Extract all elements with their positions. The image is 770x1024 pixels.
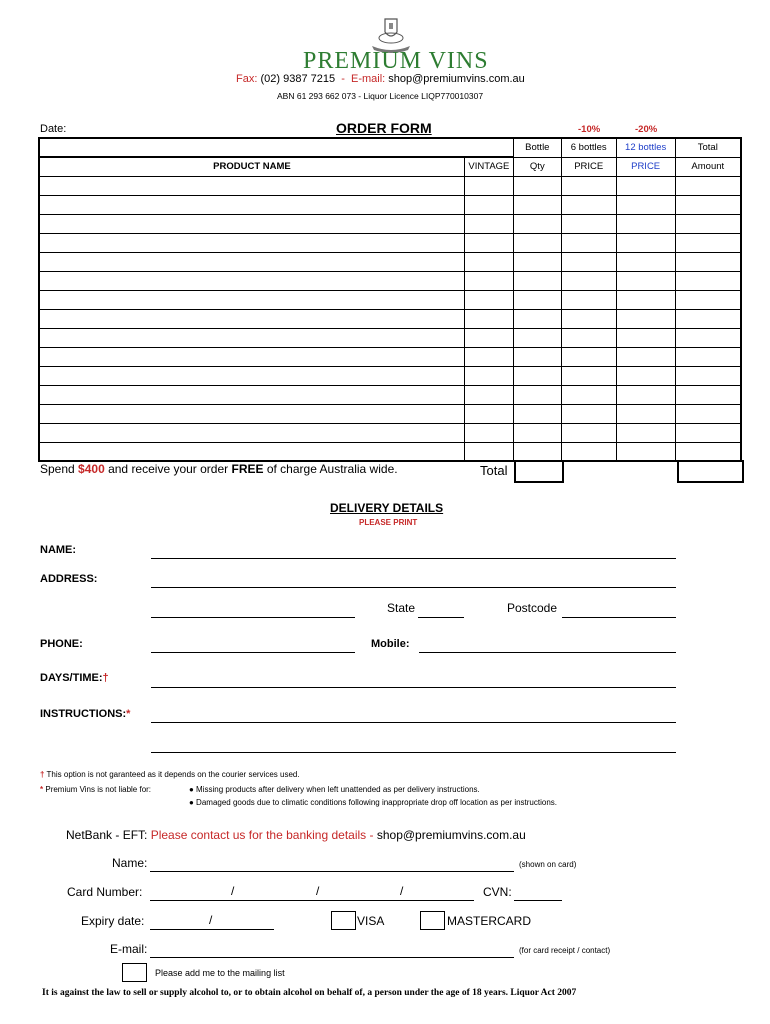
vintage-cell[interactable] [464, 195, 513, 214]
contact-line: Fax: (02) 9387 7215 - E-mail: shop@premiumvins.com.au [236, 73, 525, 85]
total-qty-field[interactable] [514, 460, 564, 483]
order-row [39, 404, 741, 423]
vintage-cell[interactable] [464, 176, 513, 195]
card-slash-1: / [231, 884, 235, 898]
price-12-cell[interactable] [616, 309, 675, 328]
price-12-cell[interactable] [616, 404, 675, 423]
mailing-list-label: Please add me to the mailing list [155, 968, 285, 978]
order-row [39, 328, 741, 347]
visa-checkbox[interactable] [331, 911, 356, 930]
card-slash-2: / [316, 884, 320, 898]
amount-cell[interactable] [675, 176, 741, 195]
product-cell[interactable] [39, 309, 464, 328]
qty-cell[interactable] [513, 309, 561, 328]
price-6-cell[interactable] [561, 214, 616, 233]
instructions-label: INSTRUCTIONS:* [40, 708, 131, 720]
qty-cell[interactable] [513, 404, 561, 423]
product-cell[interactable] [39, 176, 464, 195]
amount-cell[interactable] [675, 252, 741, 271]
amount-cell[interactable] [675, 404, 741, 423]
liability-note: * Premium Vins is not liable for: [40, 785, 152, 794]
delivery-subtitle: PLEASE PRINT [359, 518, 418, 527]
product-cell[interactable] [39, 214, 464, 233]
price-12-cell[interactable] [616, 176, 675, 195]
postcode-label: Postcode [507, 601, 558, 615]
product-cell[interactable] [39, 366, 464, 385]
qty-cell[interactable] [513, 176, 561, 195]
amount-cell[interactable] [675, 442, 741, 461]
vintage-cell[interactable] [464, 366, 513, 385]
qty-cell[interactable] [513, 290, 561, 309]
instructions-field-2[interactable] [151, 752, 676, 753]
vintage-cell[interactable] [464, 328, 513, 347]
vintage-cell[interactable] [464, 347, 513, 366]
price-6-cell[interactable] [561, 347, 616, 366]
liability-bullet-1: ● Missing products after delivery when left unattended as per delivery instructions. [189, 785, 480, 794]
dagger-note: † This option is not garanteed as it depends on the courier services used. [40, 770, 300, 779]
qty-cell[interactable] [513, 423, 561, 442]
amount-cell[interactable] [675, 347, 741, 366]
header-spacer [39, 138, 464, 157]
qty-cell[interactable] [513, 366, 561, 385]
order-table [38, 137, 742, 462]
vintage-cell[interactable] [464, 423, 513, 442]
price-6-cell[interactable] [561, 404, 616, 423]
qty-cell[interactable] [513, 385, 561, 404]
card-slash-3: / [400, 884, 404, 898]
cvn-field[interactable] [514, 900, 562, 901]
vintage-cell[interactable] [464, 385, 513, 404]
product-cell[interactable] [39, 385, 464, 404]
qty-cell[interactable] [513, 195, 561, 214]
order-row [39, 347, 741, 366]
qty-cell[interactable] [513, 214, 561, 233]
order-row [39, 309, 741, 328]
header-6-bottles: 6 bottles [561, 138, 616, 157]
expiry-field[interactable] [150, 929, 274, 930]
instructions-field[interactable] [151, 722, 676, 723]
card-name-field[interactable] [150, 871, 514, 872]
visa-label: VISA [357, 914, 385, 928]
header-bottle: Bottle [513, 138, 561, 157]
order-row [39, 385, 741, 404]
company-logo-text: PREMIUM VINS [303, 48, 489, 74]
vintage-cell[interactable] [464, 309, 513, 328]
payment-email-field[interactable] [150, 957, 514, 958]
qty-cell[interactable] [513, 233, 561, 252]
order-row [39, 271, 741, 290]
address-label: ADDRESS: [40, 573, 98, 585]
order-row [39, 233, 741, 252]
amount-cell[interactable] [675, 271, 741, 290]
product-cell[interactable] [39, 347, 464, 366]
phone-label: PHONE: [40, 638, 83, 650]
shown-on-card-note: (shown on card) [519, 860, 577, 869]
card-name-label: Name: [112, 856, 148, 870]
price-6-cell[interactable] [561, 366, 616, 385]
order-row [39, 423, 741, 442]
price-6-cell[interactable] [561, 423, 616, 442]
promo-text: Spend $400 and receive your order FREE of charge Australia wide. [40, 462, 398, 476]
order-row [39, 252, 741, 271]
qty-cell[interactable] [513, 271, 561, 290]
days-time-label: DAYS/TIME:† [40, 672, 109, 684]
price-6-cell[interactable] [561, 176, 616, 195]
card-number-field[interactable] [150, 900, 474, 901]
product-cell[interactable] [39, 233, 464, 252]
expiry-slash: / [209, 913, 213, 927]
amount-cell[interactable] [675, 385, 741, 404]
postcode-field[interactable] [562, 617, 676, 618]
price-12-cell[interactable] [616, 233, 675, 252]
state-field[interactable] [418, 617, 464, 618]
header-vintage: VINTAGE [464, 157, 513, 176]
vintage-cell[interactable] [464, 442, 513, 461]
price-12-cell[interactable] [616, 385, 675, 404]
price-6-cell[interactable] [561, 252, 616, 271]
product-cell[interactable] [39, 423, 464, 442]
date-label: Date: [40, 123, 67, 135]
product-cell[interactable] [39, 442, 464, 461]
price-12-cell[interactable] [616, 195, 675, 214]
total-label: Total [480, 463, 508, 478]
price-12-cell[interactable] [616, 290, 675, 309]
order-row [39, 214, 741, 233]
qty-cell[interactable] [513, 347, 561, 366]
product-cell[interactable] [39, 328, 464, 347]
amount-cell[interactable] [675, 290, 741, 309]
price-12-cell[interactable] [616, 328, 675, 347]
mastercard-checkbox[interactable] [420, 911, 445, 930]
abn-line: ABN 61 293 662 073 - Liquor Licence LIQP770010307 [277, 91, 484, 101]
address-line-2-field[interactable] [151, 617, 355, 618]
price-6-cell[interactable] [561, 290, 616, 309]
vintage-cell[interactable] [464, 252, 513, 271]
amount-cell[interactable] [675, 233, 741, 252]
header-qty: Qty [513, 157, 561, 176]
header-amount: Amount [675, 157, 741, 176]
price-6-cell[interactable] [561, 309, 616, 328]
liability-bullet-2: ● Damaged goods due to climatic conditions following inappropriate drop off location as per instructions. [189, 798, 558, 807]
cvn-label: CVN: [483, 885, 512, 899]
mastercard-label: MASTERCARD [447, 914, 532, 928]
amount-cell[interactable] [675, 309, 741, 328]
product-cell[interactable] [39, 404, 464, 423]
legal-notice: It is against the law to sell or supply alcohol to, or to obtain alcohol on behalf of, a person under the age of 18 years. Liquor Act 2007 [42, 988, 577, 998]
header-spacer [464, 138, 513, 157]
mailing-list-checkbox[interactable] [122, 963, 147, 982]
product-cell[interactable] [39, 252, 464, 271]
order-row [39, 442, 741, 461]
qty-cell[interactable] [513, 442, 561, 461]
price-6-cell[interactable] [561, 271, 616, 290]
discount-6-label: -10% [578, 124, 601, 135]
price-12-cell[interactable] [616, 214, 675, 233]
price-12-cell[interactable] [616, 366, 675, 385]
price-12-cell[interactable] [616, 347, 675, 366]
vintage-cell[interactable] [464, 271, 513, 290]
vintage-cell[interactable] [464, 214, 513, 233]
expiry-label: Expiry date: [81, 914, 145, 928]
vintage-cell[interactable] [464, 233, 513, 252]
price-12-cell[interactable] [616, 442, 675, 461]
header-12-price: PRICE [616, 157, 675, 176]
amount-cell[interactable] [675, 214, 741, 233]
qty-cell[interactable] [513, 328, 561, 347]
amount-cell[interactable] [675, 195, 741, 214]
product-cell[interactable] [39, 195, 464, 214]
order-form-title: ORDER FORM [336, 120, 432, 136]
vintage-cell[interactable] [464, 404, 513, 423]
payment-email-label: E-mail: [110, 942, 148, 956]
price-6-cell[interactable] [561, 385, 616, 404]
header-product-name: PRODUCT NAME [39, 157, 464, 176]
netbank-line: NetBank - EFT: Please contact us for the banking details - shop@premiumvins.com.au [66, 828, 526, 842]
header-12-bottles: 12 bottles [616, 138, 675, 157]
order-row [39, 195, 741, 214]
product-cell[interactable] [39, 290, 464, 309]
amount-cell[interactable] [675, 328, 741, 347]
order-row [39, 366, 741, 385]
vintage-cell[interactable] [464, 290, 513, 309]
phone-field[interactable] [151, 652, 355, 653]
amount-cell[interactable] [675, 366, 741, 385]
header-6-price: PRICE [561, 157, 616, 176]
order-row [39, 176, 741, 195]
mobile-field[interactable] [419, 652, 676, 653]
header-total: Total [675, 138, 741, 157]
address-field[interactable] [151, 587, 676, 588]
price-6-cell[interactable] [561, 442, 616, 461]
mobile-label: Mobile: [371, 638, 410, 650]
qty-cell[interactable] [513, 252, 561, 271]
order-row [39, 290, 741, 309]
state-label: State [387, 601, 416, 615]
price-12-cell[interactable] [616, 271, 675, 290]
price-12-cell[interactable] [616, 423, 675, 442]
price-6-cell[interactable] [561, 328, 616, 347]
discount-12-label: -20% [635, 124, 658, 135]
name-label: NAME: [40, 544, 77, 556]
amount-cell[interactable] [675, 423, 741, 442]
total-amount-field[interactable] [677, 460, 744, 483]
delivery-title: DELIVERY DETAILS [330, 501, 444, 515]
price-12-cell[interactable] [616, 252, 675, 271]
days-time-field[interactable] [151, 687, 676, 688]
name-field[interactable] [151, 558, 676, 559]
email-receipt-note: (for card receipt / contact) [519, 946, 611, 955]
card-number-label: Card Number: [67, 885, 143, 899]
price-6-cell[interactable] [561, 233, 616, 252]
price-6-cell[interactable] [561, 195, 616, 214]
product-cell[interactable] [39, 271, 464, 290]
